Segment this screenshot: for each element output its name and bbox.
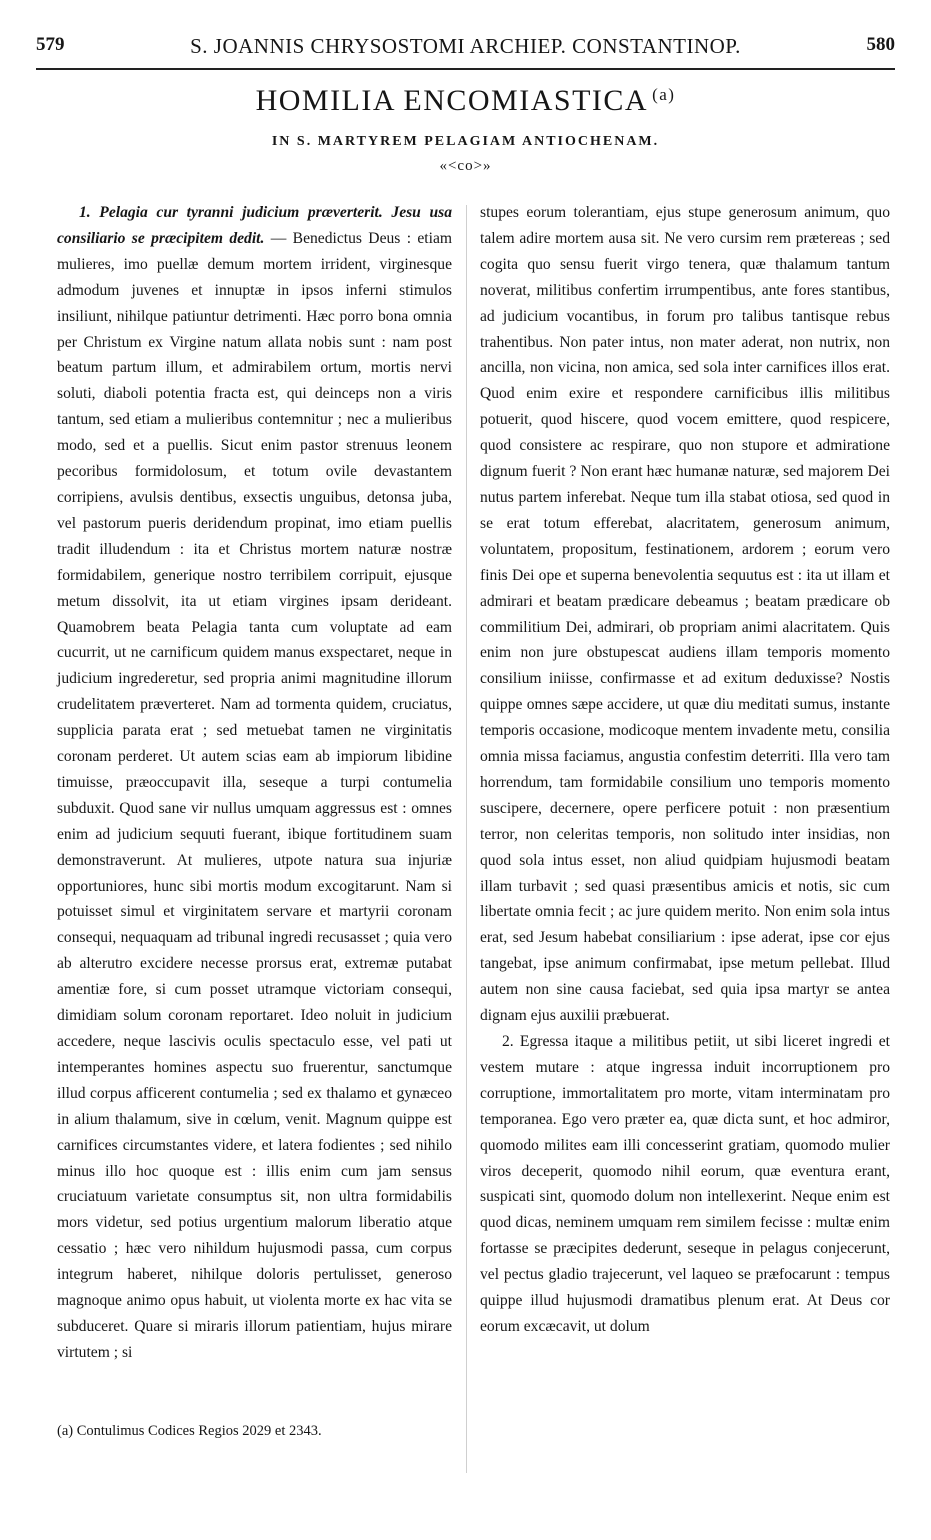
left-column xyxy=(57,200,452,1366)
paragraph-2: 2. Egressa itaque a militibus petiit, ut sibi liceret ingredi et vestem mutare : atque ingressa induit incorruptionem pro corruptione, immortalitatem pro morte, vitam interminatam pro temporanea. Ego vero præter ea, quæ dicta sunt, et hoc admiror, quomodo milites eam illi concesserint gratiam, quomodo mulier viros deceperit, quomodo nihil eorum, quæ eventura erant, suspicati sint, quomodo dolum non intellexerint. Neque enim est quod dicas, neminem umquam rem similem fecisse : multæ enim fortasse se præcipites dederunt, seseque in pelagus conjecerunt, vel pectus gladio trajecerunt, vel laqueo se præfocarunt : tempus quippe illud hujusmodi dramatibus plenum erat. At Deus cor eorum excæcavit, ut dolum xyxy=(480,1033,890,1335)
title-ornament: «<co>» xyxy=(439,158,492,174)
paragraph-1-continued: stupes eorum tolerantiam, ejus stupe generosum animum, quo talem adire mortem ausa sit. Ne vero cursim rem prætereas ; sed cogita quo sensu fuerit virgo tenera, quæ thalamum tantum noverat, militibus confertim irrumpentibus, ante fores stantibus, ad judicium vocantibus, in forum pro talibus tantisque rebus trahentibus. Non pater intus, non mater aderat, non nutrix, non ancilla, non vicina, non amica, sed sola inter carnifices illos erat. Quod enim exire et respondere carnificibus illis militibus potuerit, quod hiscere, quod vocem emittere, quod respicere, quod consistere ac respirare, quo non stupore et admiratione dignum fuerit ? Non erant hæc humanæ naturæ, sed majorem Dei nutus partem inferebat. Neque tum illa stabat otiosa, sed quod in se erat totum efferebat, alacritatem, generosum animum, voluntatem, propositum, festinationem, ardorem ; eorum vero finis Dei ope et superna benevolentia sequutus est : ita ut illam et admirari et beatam prædicare debeamus ; beatam prædicare ob commilitium Dei, admirari, ob propriam animi alacritatem. Quis enim non jure obstupescat audiens illam temporis momento consilium iniisse, confirmasse et ad exitum deduxisse? Nostis quippe omnes sæpe accidere, ut quæ diu meditati sumus, instante temporis occasione, modicoque mentem invadente metu, consilia omnia missa faciamus, angustia confestim deterriti. Illa vero tam horrendum, tam formidabile consilium uno temporis momento suscipere, decernere, opere perficere potuit : non præsentium terror, non celeritas temporis, non solitudo inter insidias, non quod sola intus esset, non aliud quidpiam hujusmodi beatam illam turbavit ; sed quasi præsentibus amicis et notis, sic cum libertate omnia fecit ; ac jure quidem merito. Non enim sola intus erat, sed Jesum habebat consiliarium : ipse aderat, ipse cor ejus tangebat, ipse animum confirmabat, ipse metum pellebat. Illud autem non sine causa faciebat, sed quia ipsa martyr se antea dignam ejus auxilii præbuerat. xyxy=(480,204,890,1025)
page-number-right: 580 xyxy=(866,34,895,55)
title-footnote-ref: (a) xyxy=(652,85,676,104)
homily-title xyxy=(0,84,931,118)
homily-title-text: HOMILIA ENCOMIASTICA xyxy=(255,84,649,117)
page-number-left: 579 xyxy=(36,34,65,55)
homily-subtitle: IN S. MARTYREM PELAGIAM ANTIOCHENAM. xyxy=(271,134,660,149)
paragraph-1 xyxy=(57,200,452,1366)
right-column xyxy=(480,200,890,1340)
running-title: S. JOANNIS CHRYSOSTOMI ARCHIEP. CONSTANTINOP. xyxy=(190,34,741,58)
header-rule xyxy=(36,68,895,70)
paragraph-1-text: — Benedictus Deus : etiam mulieres, imo puellæ demum mortem irrident, virginesque admodum juvenes et innuptæ in ipsos inferni stimulos insiliunt, nihilque patiuntur detrimenti. Hæc porro bona omnia per Christum ex Virgine natum allata nobis sunt : nam post beatum partum illum, et admirabilem ortum, mortis nervi soluti, diaboli potentia fracta est, qui deinceps non a viris tantum, sed etiam a mulieribus contemnitur ; nec a mulieribus modo, sed et a puellis. Sicut enim pastor strenuus leonem pecoribus formidolosum, et totum ovile devastantem corripiens, avulsis dentibus, exsectis unguibus, detonsa juba, vel pastorum pueris deridendum propinat, imo etiam puellis tradit illudendum : ita et Christus mortem naturæ nostræ formidabilem, generique nostro terribilem corripuit, ejusque metum dissolvit, ita ut etiam virgines ipsam derideant. Quamobrem beata Pelagia tanta cum voluptate ad eam cucurrit, ut ne carnificum quidem manus exspectaret, neque in judicium ingrederetur, sed propria animi magnitudine illorum crudelitatem præverteret. Nam ad tormenta quidem, cruciatus, supplicia parata erat ; sed metuebat tamen ne virginitatis coronam perderet. Ut autem scias eam ab impiorum libidine timuisse, præoccupavit illa, seseque a turpi contumelia subduxit. Quod sane vir nullus umquam aggressus est : omnes enim ad judicium sequuti fuerant, ibique fortitudinem suam demonstraverunt. At mulieres, utpote natura sua injuriæ opportuniores, hunc sibi mortis modum excogitarunt. Nam si potuisset simul et virginitatem servare et martyrii coronam consequi, nequaquam ad tribunal ingredi recusasset ; quia vero ab alterutro excidere necesse prorsus erat, extremæ putabat amentiæ fore, si cum posset utramque victoriam consequi, dimidiam solum coronam reportaret. Ideo noluit in judicium accedere, neque lascivis oculis spectaculo esse, vel pati ut intemperantes homines aspectu suo fruerentur, sanctumque illud corpus afficerent contumelia ; sed ex thalamo et gynæceo in alium thalamum, sive in cœlum, venit. Magnum quippe est carnifices circumstantes videre, et latera fodientes ; sed nihilo minus illo hoc quoque est : illis enim cum jam sensus cruciatuum varietate consumptus sit, non ultra formidabilis mors videtur, sed potius urgentium malorum liberatio atque cessatio ; hæc vero nihildum hujusmodi passa, cum corpus integrum haberet, nihilque doloris pertulisset, generoso magnoque animo opus habuit, ut violenta morte ex hac vita se subduceret. Quare si miraris illorum patientiam, hujus mirare virtutem ; si xyxy=(57,229,452,1361)
paragraph-1-summary: 1. Pelagia cur tyranni judicium præverterit. Jesu usa consiliario se præcipitem dedit. xyxy=(57,204,452,247)
column-divider xyxy=(466,205,467,1473)
footnote: (a) Contulimus Codices Regios 2029 et 2343. xyxy=(57,1423,322,1439)
running-header xyxy=(36,34,895,68)
